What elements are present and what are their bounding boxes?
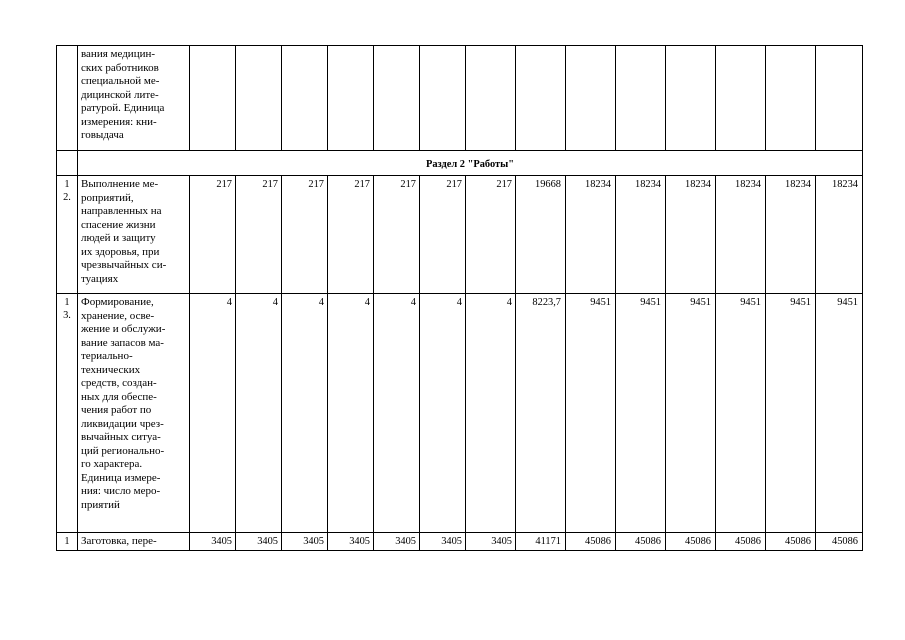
value-cell: 45086 bbox=[666, 533, 716, 551]
value-cell: 217 bbox=[466, 176, 516, 294]
description-line: технических bbox=[81, 363, 141, 376]
value-cell: 3405 bbox=[466, 533, 516, 551]
value-cell: 3405 bbox=[236, 533, 282, 551]
value-cell: 217 bbox=[328, 176, 374, 294]
description-line: ций регионально- bbox=[81, 444, 165, 457]
value-cell bbox=[374, 46, 420, 151]
row-description bbox=[78, 533, 190, 551]
section-number-cell bbox=[57, 151, 78, 176]
value-cell bbox=[282, 46, 328, 151]
value-cell: 9451 bbox=[766, 294, 816, 533]
description-line: роприятий, bbox=[81, 191, 134, 204]
description-line: приятий bbox=[81, 498, 120, 511]
value-cell: 4 bbox=[282, 294, 328, 533]
row-description bbox=[78, 294, 190, 533]
description-line: ных для обеспе- bbox=[81, 390, 157, 403]
value-cell: 45086 bbox=[816, 533, 863, 551]
row-number bbox=[57, 46, 78, 151]
value-cell: 8223,7 bbox=[516, 294, 566, 533]
value-cell bbox=[236, 46, 282, 151]
description-line: ратурой. Единица bbox=[81, 102, 165, 114]
description-line: ских работников bbox=[81, 61, 159, 74]
value-cell: 9451 bbox=[666, 294, 716, 533]
value-cell: 4 bbox=[236, 294, 282, 533]
description-line: хранение, осве- bbox=[81, 309, 155, 322]
description-line: дицинской лите- bbox=[81, 88, 159, 101]
value-cell: 3405 bbox=[328, 533, 374, 551]
value-cell: 19668 bbox=[516, 176, 566, 294]
value-cell bbox=[616, 46, 666, 151]
value-cell bbox=[190, 46, 236, 151]
value-cell: 3405 bbox=[374, 533, 420, 551]
value-cell: 217 bbox=[374, 176, 420, 294]
value-cell bbox=[328, 46, 374, 151]
description-line: их здоровья, при bbox=[81, 245, 160, 258]
description-line: Формирование, bbox=[81, 296, 154, 308]
section-header-row bbox=[57, 151, 863, 176]
description-line: го характера. bbox=[81, 458, 143, 470]
value-cell: 9451 bbox=[816, 294, 863, 533]
value-cell: 9451 bbox=[616, 294, 666, 533]
row-number: 1 2. bbox=[57, 176, 78, 294]
description-line: жение и обслужи- bbox=[81, 323, 166, 335]
value-cell: 4 bbox=[420, 294, 466, 533]
row-number: 1 3. bbox=[57, 294, 78, 533]
description-line: Заготовка, пере- bbox=[81, 535, 157, 547]
description-line: вания медицин- bbox=[81, 48, 156, 60]
services-table bbox=[56, 45, 863, 551]
value-cell: 4 bbox=[190, 294, 236, 533]
description-line: ния: число меро- bbox=[81, 485, 161, 497]
value-cell bbox=[816, 46, 863, 151]
description-line: спасение жизни bbox=[81, 218, 156, 231]
description-line: людей и защиту bbox=[81, 232, 156, 244]
value-cell: 45086 bbox=[766, 533, 816, 551]
description-line: средств, создан- bbox=[81, 377, 157, 389]
table-row bbox=[57, 176, 863, 294]
description-line: туациях bbox=[81, 272, 119, 285]
section-title: Раздел 2 "Работы" bbox=[78, 151, 863, 176]
value-cell: 9451 bbox=[716, 294, 766, 533]
value-cell: 18234 bbox=[616, 176, 666, 294]
value-cell bbox=[566, 46, 616, 151]
value-cell: 9451 bbox=[566, 294, 616, 533]
description-line: Единица измере- bbox=[81, 471, 161, 484]
description-line: чения работ по bbox=[81, 404, 152, 416]
value-cell: 18234 bbox=[816, 176, 863, 294]
value-cell: 45086 bbox=[716, 533, 766, 551]
value-cell: 18234 bbox=[716, 176, 766, 294]
description-line: вание запасов ма- bbox=[81, 336, 164, 349]
value-cell: 45086 bbox=[616, 533, 666, 551]
description-line: Выполнение ме- bbox=[81, 178, 159, 190]
value-cell bbox=[716, 46, 766, 151]
value-cell: 217 bbox=[420, 176, 466, 294]
value-cell: 18234 bbox=[566, 176, 616, 294]
row-number: 1 bbox=[57, 533, 78, 551]
value-cell bbox=[420, 46, 466, 151]
value-cell: 217 bbox=[190, 176, 236, 294]
description-line: говыдача bbox=[81, 129, 124, 141]
value-cell: 4 bbox=[328, 294, 374, 533]
value-cell: 4 bbox=[374, 294, 420, 533]
value-cell: 3405 bbox=[190, 533, 236, 551]
value-cell: 18234 bbox=[666, 176, 716, 294]
value-cell: 3405 bbox=[420, 533, 466, 551]
value-cell: 4 bbox=[466, 294, 516, 533]
value-cell bbox=[766, 46, 816, 151]
row-description bbox=[78, 176, 190, 294]
row-description bbox=[78, 46, 190, 151]
value-cell: 217 bbox=[236, 176, 282, 294]
value-cell: 18234 bbox=[766, 176, 816, 294]
description-line: ликвидации чрез- bbox=[81, 417, 164, 430]
description-line: специальной ме- bbox=[81, 75, 160, 87]
table-row bbox=[57, 46, 863, 151]
value-cell bbox=[666, 46, 716, 151]
value-cell: 41171 bbox=[516, 533, 566, 551]
description-line: териально- bbox=[81, 350, 133, 362]
value-cell: 217 bbox=[282, 176, 328, 294]
value-cell bbox=[516, 46, 566, 151]
description-line: вычайных ситуа- bbox=[81, 431, 161, 443]
description-line: чрезвычайных си- bbox=[81, 259, 167, 271]
value-cell: 3405 bbox=[282, 533, 328, 551]
table-row bbox=[57, 533, 863, 551]
description-line: направленных на bbox=[81, 205, 162, 217]
value-cell bbox=[466, 46, 516, 151]
description-line: измерения: кни- bbox=[81, 115, 157, 128]
table-row bbox=[57, 294, 863, 533]
value-cell: 45086 bbox=[566, 533, 616, 551]
